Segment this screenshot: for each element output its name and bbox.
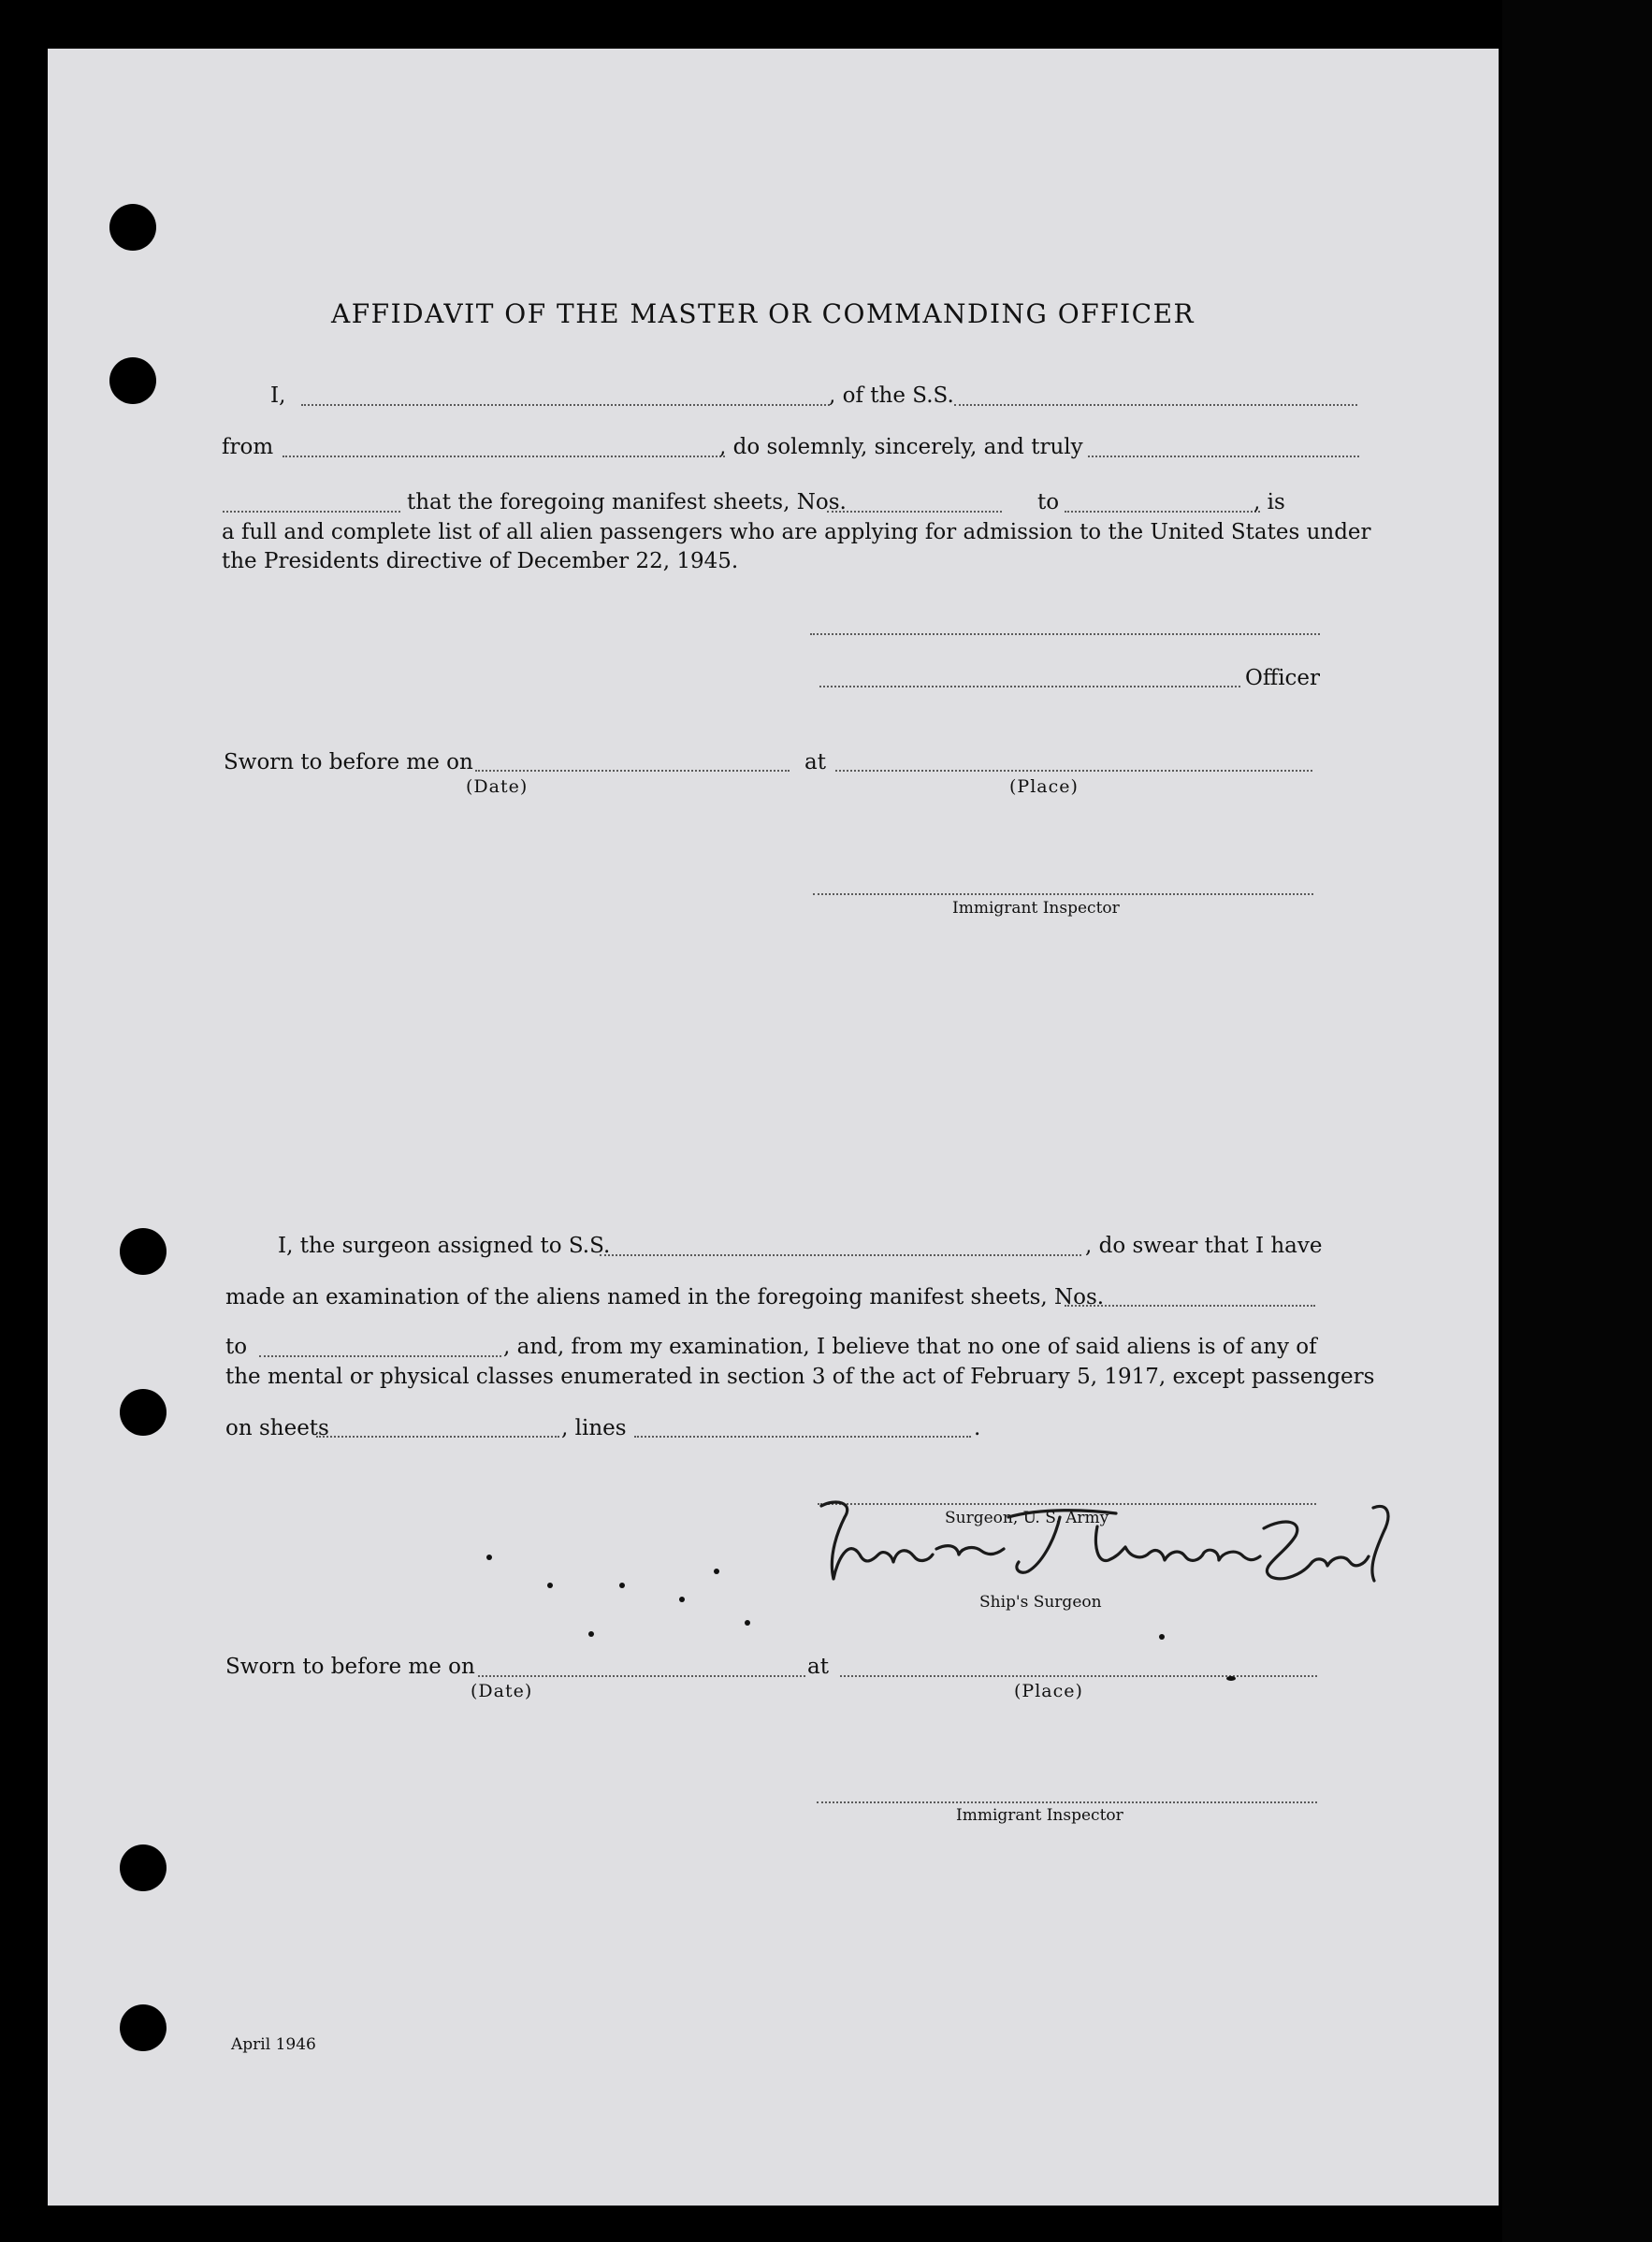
examination-text: made an examination of the aliens named in the foregoing manifest sheets, Nos. bbox=[225, 1285, 1105, 1309]
oath-word-line bbox=[1088, 456, 1359, 457]
army-surgeon-caption: Surgeon, U. S. Army bbox=[945, 1509, 1109, 1527]
form-date: April 1946 bbox=[231, 2035, 316, 2054]
from-port-line bbox=[283, 456, 725, 457]
sheet-to-line bbox=[1065, 511, 1260, 513]
scan-speck bbox=[588, 1631, 594, 1637]
lines-end: . bbox=[974, 1416, 981, 1440]
manifest-sheets-text: that the foregoing manifest sheets, Nos. bbox=[407, 490, 847, 514]
scan-speck bbox=[486, 1555, 492, 1560]
punch-hole bbox=[120, 1228, 167, 1275]
believe-text: , and, from my examination, I believe that no one of said aliens is of any of bbox=[503, 1335, 1317, 1359]
oath-word-line-2 bbox=[223, 511, 400, 513]
surgeon-date-caption: (Date) bbox=[471, 1681, 533, 1701]
sworn-date-line bbox=[475, 770, 790, 772]
scan-speck bbox=[679, 1597, 685, 1602]
surgeon-inspector-caption: Immigrant Inspector bbox=[956, 1806, 1123, 1825]
sworn-place-line bbox=[835, 770, 1312, 772]
scan-speck bbox=[745, 1620, 750, 1626]
punch-hole bbox=[120, 2004, 167, 2051]
master-i-label: I, bbox=[270, 383, 286, 408]
ships-surgeon-caption: Ship's Surgeon bbox=[979, 1593, 1102, 1612]
directive-text: the Presidents directive of December 22, 1945. bbox=[222, 549, 739, 573]
surgeon-sheet-to-line bbox=[259, 1355, 501, 1357]
to-label: to bbox=[1037, 490, 1060, 514]
exception-lines-line bbox=[634, 1436, 971, 1438]
at-label: at bbox=[804, 750, 826, 774]
surgeon-to-label: to bbox=[225, 1335, 248, 1359]
inspector-signature-line bbox=[813, 893, 1313, 895]
punch-hole bbox=[120, 1389, 167, 1436]
classes-text: the mental or physical classes enumerated in section 3 of the act of February 5, 1917, except passengers bbox=[225, 1365, 1375, 1389]
surgeon-intro-text: I, the surgeon assigned to S.S. bbox=[278, 1234, 611, 1258]
officer-label: Officer bbox=[1245, 666, 1321, 690]
officer-title-line bbox=[819, 686, 1240, 687]
is-label: , is bbox=[1253, 490, 1285, 514]
punch-hole bbox=[109, 357, 156, 404]
sworn-label: Sworn to before me on bbox=[224, 750, 473, 774]
scan-speck bbox=[619, 1583, 625, 1588]
scan-speck bbox=[1226, 1676, 1236, 1681]
surgeon-swear-text: , do swear that I have bbox=[1085, 1234, 1323, 1258]
surgeon-inspector-line bbox=[817, 1801, 1317, 1803]
punch-hole bbox=[109, 204, 156, 251]
surgeon-sworn-date-line bbox=[478, 1675, 805, 1677]
ship-name-line bbox=[954, 404, 1357, 406]
scanner-background bbox=[1502, 0, 1652, 2242]
on-sheets-label: on sheets bbox=[225, 1416, 329, 1440]
solemnly-text: , do solemnly, sincerely, and truly bbox=[719, 435, 1083, 459]
inspector-caption: Immigrant Inspector bbox=[952, 899, 1120, 918]
punch-hole bbox=[120, 1844, 167, 1891]
sheet-from-line bbox=[827, 511, 1002, 513]
surgeon-signature bbox=[817, 1489, 1397, 1601]
surgeon-ship-line bbox=[600, 1254, 1081, 1256]
scan-speck bbox=[547, 1583, 553, 1588]
form-title: AFFIDAVIT OF THE MASTER OR COMMANDING OFFICER bbox=[331, 298, 1196, 329]
master-signature-line bbox=[810, 633, 1320, 635]
document-page bbox=[48, 49, 1499, 2206]
place-caption: (Place) bbox=[1009, 776, 1079, 797]
scan-speck bbox=[1159, 1634, 1165, 1640]
surgeon-sheet-from-line bbox=[1065, 1305, 1315, 1307]
surgeon-sworn-label: Sworn to before me on bbox=[225, 1655, 475, 1679]
scan-speck bbox=[714, 1569, 719, 1574]
of-ss-label: , of the S.S. bbox=[829, 383, 954, 408]
date-caption: (Date) bbox=[466, 776, 529, 797]
surgeon-place-caption: (Place) bbox=[1014, 1681, 1083, 1701]
full-list-text: a full and complete list of all alien passengers who are applying for admission to the United States under bbox=[222, 520, 1371, 544]
lines-label: , lines bbox=[561, 1416, 627, 1440]
surgeon-sworn-place-line bbox=[840, 1675, 1317, 1677]
master-name-line bbox=[301, 404, 830, 406]
surgeon-at-label: at bbox=[807, 1655, 829, 1679]
from-label: from bbox=[222, 435, 274, 459]
exception-sheets-line bbox=[316, 1436, 559, 1438]
